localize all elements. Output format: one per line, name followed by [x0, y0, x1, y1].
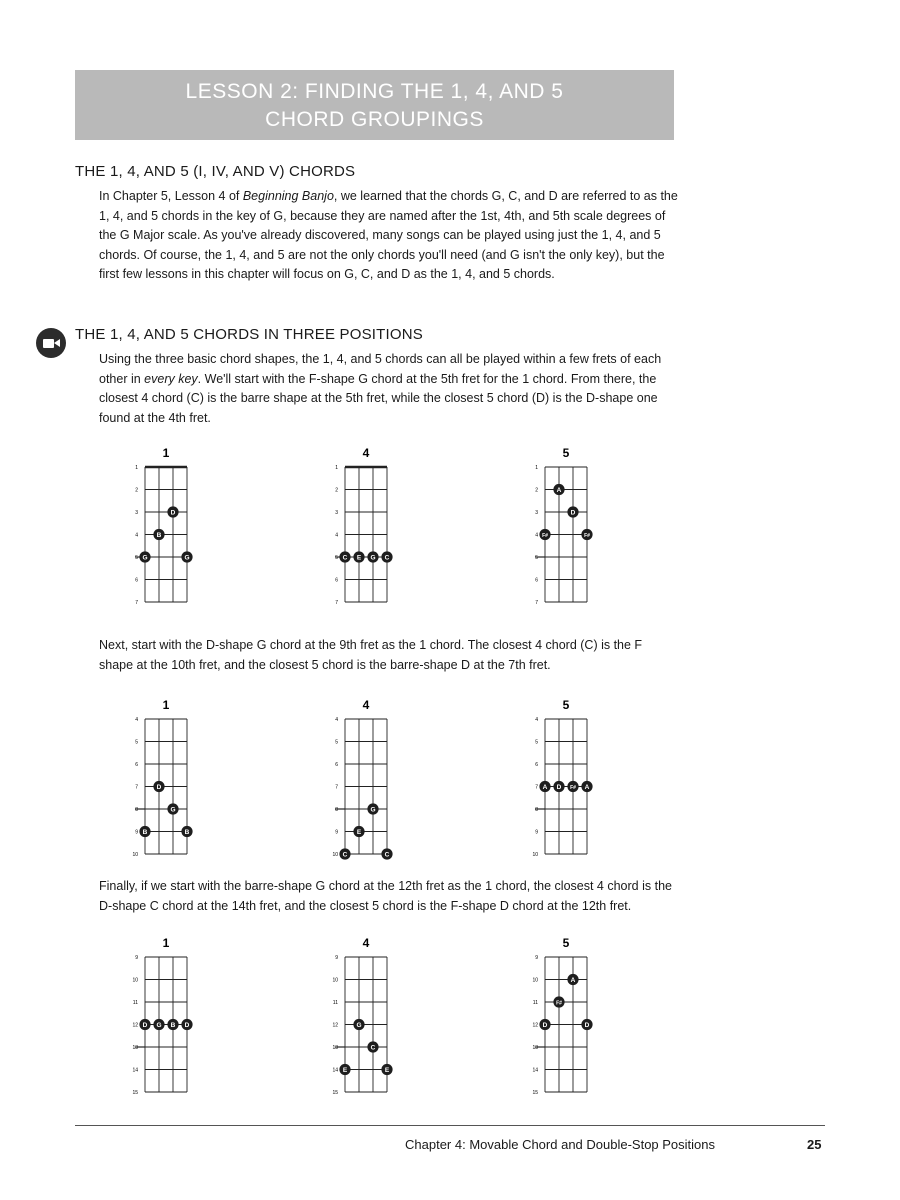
video-camera-icon[interactable] [36, 328, 66, 358]
para-text: Using the three basic chord shapes, the 1, 4, and 5 chords can all be played within a few frets of each other in [99, 352, 662, 386]
chord-diagram [130, 935, 250, 1125]
para-text: . We'll start with the F-shape G chord at the 5th fret for the 1 chord. From there, the closest 4 chord (C) is the barre shape at the 5th fret, while the closest 5 chord (D) is the D-shape one found at the 4th fret. [99, 371, 658, 425]
chord-number: 4 [362, 446, 370, 460]
chord-diagram [330, 697, 450, 887]
fret-label: 10 [332, 852, 338, 858]
footer-divider [75, 1125, 825, 1126]
page-number: 25 [807, 1137, 822, 1152]
book-title: Beginning Banjo [242, 189, 334, 203]
fret-label: 11 [332, 1000, 338, 1006]
note-label: G [170, 806, 176, 814]
para-text: , we learned that the chords G, C, and D are referred to as the 1, 4, and 5 chords in the key of G, because they are named after the 1st, 4th, and 5th scale degrees of the G Major scale. As you've already discovered, many songs can be played using just the 1, 4, and 5 chords. Of course, the 1, 4, and 5 are not the only chords you'll need (and G isn't the only key), but the first few lessons in this chapter will focus on G, C, and D as the 1, 4, and 5 chords. [99, 189, 678, 282]
fret-label: 8 [135, 807, 138, 813]
fret-label: 2 [335, 487, 338, 494]
note-label: G [142, 554, 148, 562]
fret-label: 7 [535, 600, 538, 606]
note-label: F# [570, 784, 576, 791]
note-label: E [384, 1066, 390, 1074]
note-label: D [542, 1021, 548, 1029]
fret-label: 9 [335, 829, 338, 836]
fret-label: 5 [135, 739, 138, 746]
note-label: C [342, 851, 348, 859]
note-label: G [370, 806, 376, 814]
banner-title-line2: CHORD GROUPINGS [265, 108, 484, 131]
chord-number: 1 [162, 936, 170, 950]
note-label: F# [584, 532, 590, 539]
fret-label: 1 [535, 465, 538, 471]
fret-label: 9 [135, 829, 138, 836]
section2-paragraph-3: Finally, if we start with the barre-shape G chord at the 12th fret as the 1 chord, the closest 4 chord is the D-shape C chord at the 14th fret, and the closest 5 chord is the F-shape D chord at the 12th fret. [99, 879, 672, 913]
fret-label: 4 [335, 532, 338, 539]
lesson-banner [75, 70, 674, 140]
fret-label: 8 [335, 807, 338, 813]
fret-label: 7 [335, 784, 338, 791]
fret-label: 5 [535, 739, 538, 746]
section1-paragraph [99, 187, 679, 285]
note-label: E [356, 828, 362, 836]
fret-label: 15 [132, 1090, 138, 1096]
fret-label: 5 [335, 739, 338, 746]
chord-diagram [530, 445, 650, 635]
fret-label: 4 [135, 717, 138, 723]
fret-label: 3 [535, 510, 538, 516]
note-label: E [356, 554, 362, 562]
fret-label: 6 [535, 762, 538, 768]
note-label: G [156, 1021, 162, 1029]
fret-label: 6 [135, 577, 138, 584]
note-label: D [170, 509, 176, 517]
note-label: B [170, 1021, 176, 1029]
note-label: C [384, 554, 390, 562]
fret-label: 3 [335, 510, 338, 516]
fret-label: 10 [532, 977, 538, 984]
fret-label: 9 [135, 955, 138, 961]
fret-label: 7 [135, 600, 138, 606]
chord-number: 5 [562, 936, 570, 950]
note-label: G [356, 1021, 362, 1029]
chord-number: 5 [562, 698, 570, 712]
fret-label: 2 [535, 487, 538, 494]
note-label: G [370, 554, 376, 562]
fret-label: 6 [335, 577, 338, 584]
chord-number: 1 [162, 446, 170, 460]
note-label: E [342, 1066, 348, 1074]
fret-label: 4 [135, 532, 138, 539]
fret-label: 15 [332, 1090, 338, 1096]
note-label: D [556, 783, 562, 791]
fret-label: 10 [132, 977, 138, 984]
fret-label: 5 [535, 555, 538, 561]
fret-label: 10 [532, 852, 538, 858]
section2-paragraph [99, 350, 679, 428]
footer-chapter-title: Chapter 4: Movable Chord and Double-Stop Positions [405, 1137, 716, 1152]
fret-label: 14 [532, 1067, 538, 1074]
fret-label: 5 [135, 555, 138, 561]
chord-diagram [130, 445, 250, 635]
chord-diagram [330, 445, 450, 635]
fret-label: 11 [132, 1000, 138, 1006]
fret-label: 7 [535, 784, 538, 791]
fret-label: 6 [335, 762, 338, 768]
fret-label: 14 [332, 1067, 338, 1074]
chord-diagram [130, 697, 250, 887]
fret-label: 4 [535, 717, 538, 723]
note-label: C [342, 554, 348, 562]
note-label: G [184, 554, 190, 562]
chord-diagram [530, 697, 650, 887]
fret-label: 9 [535, 955, 538, 961]
note-label: B [142, 828, 148, 836]
fret-label: 9 [535, 829, 538, 836]
chord-diagram [530, 935, 650, 1125]
fret-label: 13 [332, 1045, 338, 1051]
fret-label: 12 [532, 1022, 538, 1029]
note-label: D [142, 1021, 148, 1029]
fret-label: 8 [535, 807, 538, 813]
note-label: F# [542, 532, 548, 539]
note-label: A [542, 783, 548, 791]
chord-number: 1 [162, 698, 170, 712]
fret-label: 4 [335, 717, 338, 723]
fret-label: 2 [135, 487, 138, 494]
chord-number: 4 [362, 936, 370, 950]
section-heading-positions: THE 1, 4, AND 5 CHORDS IN THREE POSITIONS [75, 326, 423, 343]
note-label: D [184, 1021, 190, 1029]
para-text: In Chapter 5, Lesson 4 of [99, 189, 243, 203]
fret-label: 7 [335, 600, 338, 606]
fret-label: 10 [332, 977, 338, 984]
section2-paragraph-2: Next, start with the D-shape G chord at the 9th fret as the 1 chord. The closest 4 chord (C) is the F shape at the 10th fret, and the closest 5 chord is the barre-shape D at the 7th fret. [99, 638, 643, 672]
note-label: D [584, 1021, 590, 1029]
fret-label: 1 [335, 465, 338, 471]
fret-label: 6 [535, 577, 538, 584]
fret-label: 9 [335, 955, 338, 961]
note-label: A [570, 976, 576, 984]
fret-label: 12 [332, 1022, 338, 1029]
fret-label: 7 [135, 784, 138, 791]
note-label: C [384, 851, 390, 859]
note-label: A [556, 486, 562, 494]
note-label: B [156, 531, 162, 539]
note-label: D [570, 509, 576, 517]
note-label: F# [556, 1000, 562, 1007]
chord-diagram [330, 935, 450, 1125]
note-label: D [156, 783, 162, 791]
note-label: C [370, 1044, 376, 1052]
fret-label: 6 [135, 762, 138, 768]
fret-label: 3 [135, 510, 138, 516]
fret-label: 5 [335, 555, 338, 561]
fret-label: 14 [132, 1067, 138, 1074]
section-heading-chords: THE 1, 4, AND 5 (I, IV, AND V) CHORDS [75, 163, 356, 180]
banner-title-line1: LESSON 2: FINDING THE 1, 4, AND 5 [185, 80, 564, 103]
emphasis: every key [144, 371, 198, 386]
fret-label: 12 [132, 1022, 138, 1029]
chord-number: 4 [362, 698, 370, 712]
chord-number: 5 [562, 446, 570, 460]
note-label: A [584, 783, 590, 791]
fret-label: 1 [135, 465, 138, 471]
fret-label: 10 [132, 852, 138, 858]
fret-label: 15 [532, 1090, 538, 1096]
fret-label: 13 [532, 1045, 538, 1051]
note-label: B [184, 828, 190, 836]
fret-label: 13 [132, 1045, 138, 1051]
fret-label: 11 [532, 1000, 538, 1006]
fret-label: 4 [535, 532, 538, 539]
